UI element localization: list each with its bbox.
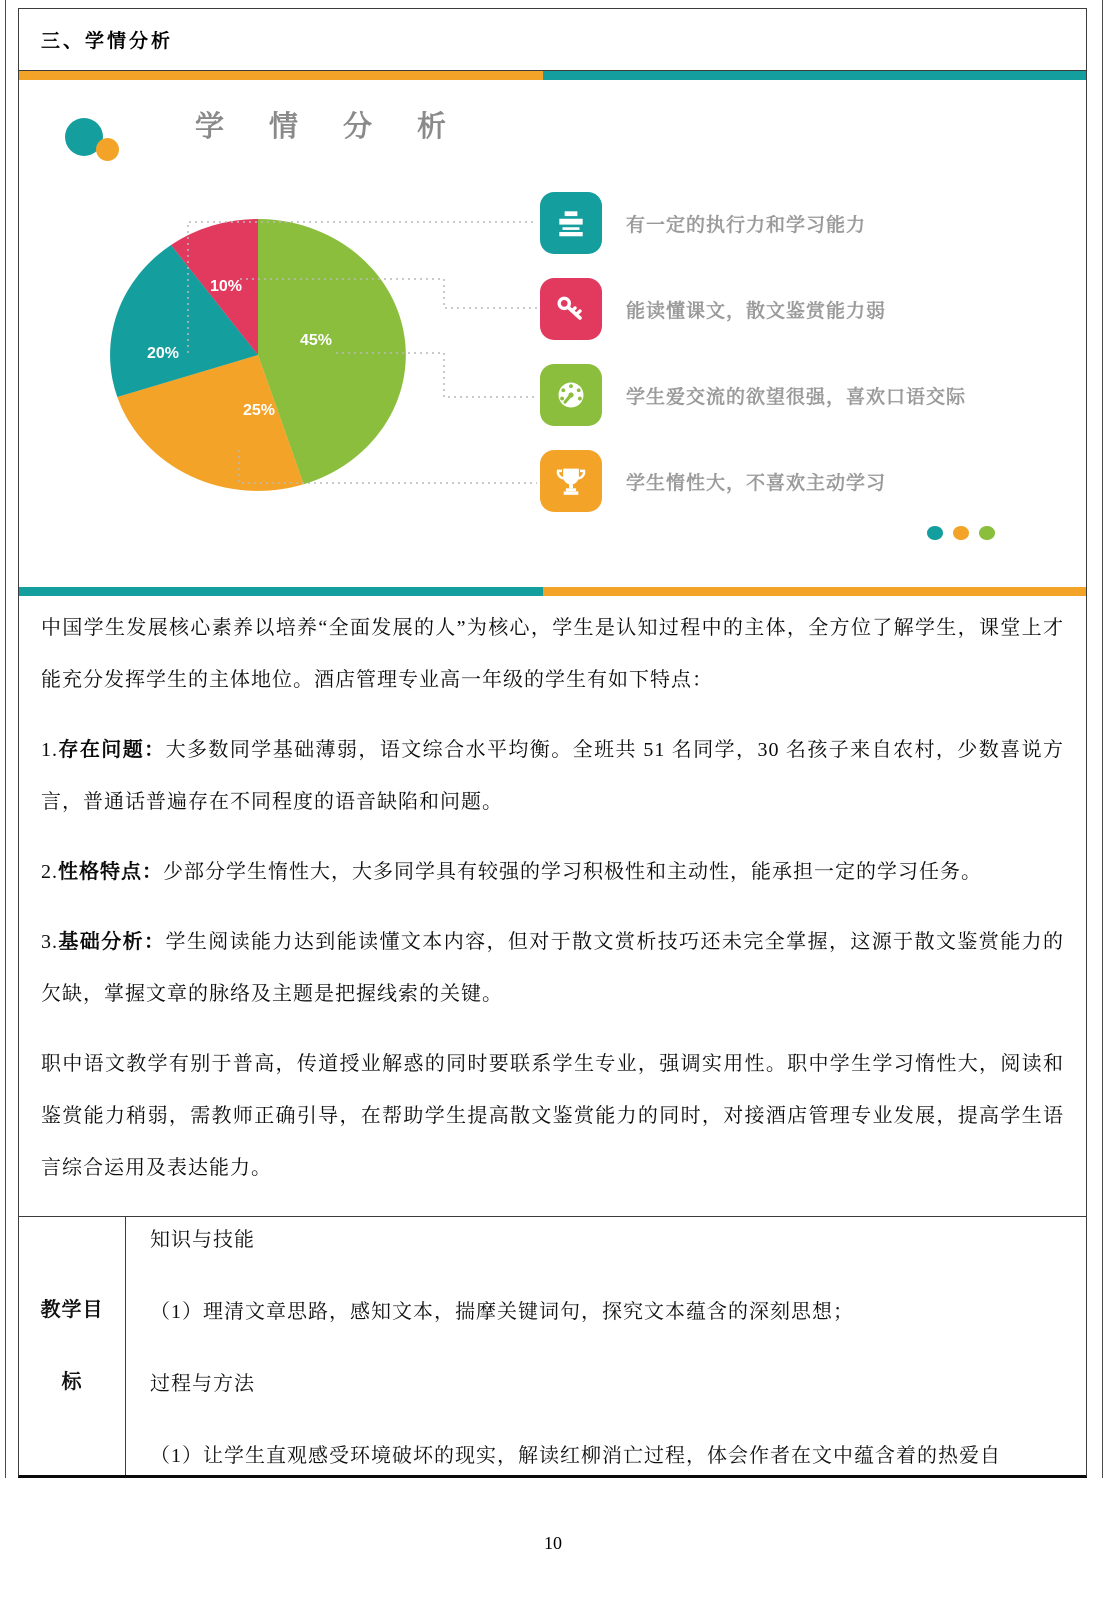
slide-logo-orange-circle xyxy=(96,138,119,161)
divider-orange-segment xyxy=(19,71,543,80)
slide-title: 学情分析 xyxy=(195,111,492,143)
slide-image xyxy=(19,80,1086,587)
pie-label-10: 10% xyxy=(209,278,243,295)
objectives-row-header-cell xyxy=(19,1217,126,1475)
paragraph xyxy=(41,1038,1064,1194)
dot-teal xyxy=(927,526,943,540)
body-text-section xyxy=(19,596,1086,1212)
objective-line: 知识与技能 xyxy=(150,1229,255,1251)
objectives-content-cell xyxy=(126,1216,1086,1475)
paragraph-label: 基础分析： xyxy=(58,931,166,953)
trophy-icon xyxy=(540,450,602,512)
callout-text: 学生惰性大，不喜欢主动学习 xyxy=(626,472,887,494)
paragraph xyxy=(41,846,1064,898)
dot-orange xyxy=(953,526,969,540)
paragraph xyxy=(41,916,1064,1020)
align-lines-icon xyxy=(540,192,602,254)
content-box xyxy=(18,8,1087,1478)
page-number: 10 xyxy=(544,1533,562,1553)
objective-line: （1）让学生直观感受环境破坏的现实，解读红柳消亡过程，体会作者在文中蕴含着的热爱自 xyxy=(150,1445,1001,1467)
paragraph-text: 职中语文教学有别于普高，传道授业解惑的同时要联系学生专业，强调实用性。职中学生学习惰性大，阅读和鉴赏能力稍弱，需教师正确引导，在帮助学生提高散文鉴赏能力的同时，对接酒店管理专业发展，提高学生语言综合运用及表达能力。 xyxy=(41,1053,1064,1179)
gauge-icon xyxy=(540,364,602,426)
paragraph-text: 大多数同学基础薄弱，语文综合水平均衡。全班共 51 名同学，30 名孩子来自农村，少数喜说方言，普通话普遍存在不同程度的语音缺陷和问题。 xyxy=(41,739,1065,813)
callout-item xyxy=(540,450,886,512)
pie-label-25: 25% xyxy=(242,402,276,419)
divider-teal-segment xyxy=(19,587,543,596)
slide-bottom-divider xyxy=(19,587,1086,596)
section-title-row xyxy=(19,9,1086,71)
paragraph-label: 存在问题： xyxy=(58,739,166,761)
paragraph-label: 性格特点： xyxy=(58,861,163,883)
pie-label-20: 20% xyxy=(146,345,180,362)
paragraph-text: 学生阅读能力达到能读懂文本内容，但对于散文赏析技巧还未完全掌握，这源于散文鉴赏能力的欠缺，掌握文章的脉络及主题是把握线索的关键。 xyxy=(41,931,1065,1005)
pie-chart xyxy=(88,205,428,505)
callout-item xyxy=(540,278,886,340)
key-icon xyxy=(540,278,602,340)
paragraph xyxy=(41,724,1064,828)
paragraph xyxy=(41,602,1064,706)
list-number: 3. xyxy=(41,931,58,953)
paragraph-text: 中国学生发展核心素养以培养“全面发展的人”为核心，学生是认知过程中的主体，全方位了解学生，课堂上才能充分发挥学生的主体地位。酒店管理专业高一年级的学生有如下特点： xyxy=(41,617,1064,691)
divider-orange-segment xyxy=(543,587,1086,596)
slide-top-divider xyxy=(19,71,1086,80)
callout-item xyxy=(540,192,866,254)
list-number: 1. xyxy=(41,739,58,761)
callout-text: 学生爱交流的欲望很强，喜欢口语交际 xyxy=(626,386,967,408)
section-title: 三、学情分析 xyxy=(41,31,174,52)
paragraph-text: 少部分学生惰性大，大多同学具有较强的学习积极性和主动性，能承担一定的学习任务。 xyxy=(163,861,982,883)
divider-teal-segment xyxy=(543,71,1086,80)
callout-text: 能读懂课文，散文鉴赏能力弱 xyxy=(626,300,887,322)
objective-line: （1）理清文章思路，感知文本，揣摩关键词句，探究文本蕴含的深刻思想； xyxy=(150,1301,854,1323)
dot-green xyxy=(979,526,995,540)
callout-text: 有一定的执行力和学习能力 xyxy=(626,214,867,236)
pie-label-45: 45% xyxy=(299,332,333,349)
objectives-row-header: 教学目标 xyxy=(40,1299,104,1393)
objectives-table xyxy=(19,1216,1086,1475)
list-number: 2. xyxy=(41,861,58,883)
objective-line: 过程与方法 xyxy=(150,1373,255,1395)
callout-item xyxy=(540,364,966,426)
slide-footer-dots xyxy=(927,526,995,540)
